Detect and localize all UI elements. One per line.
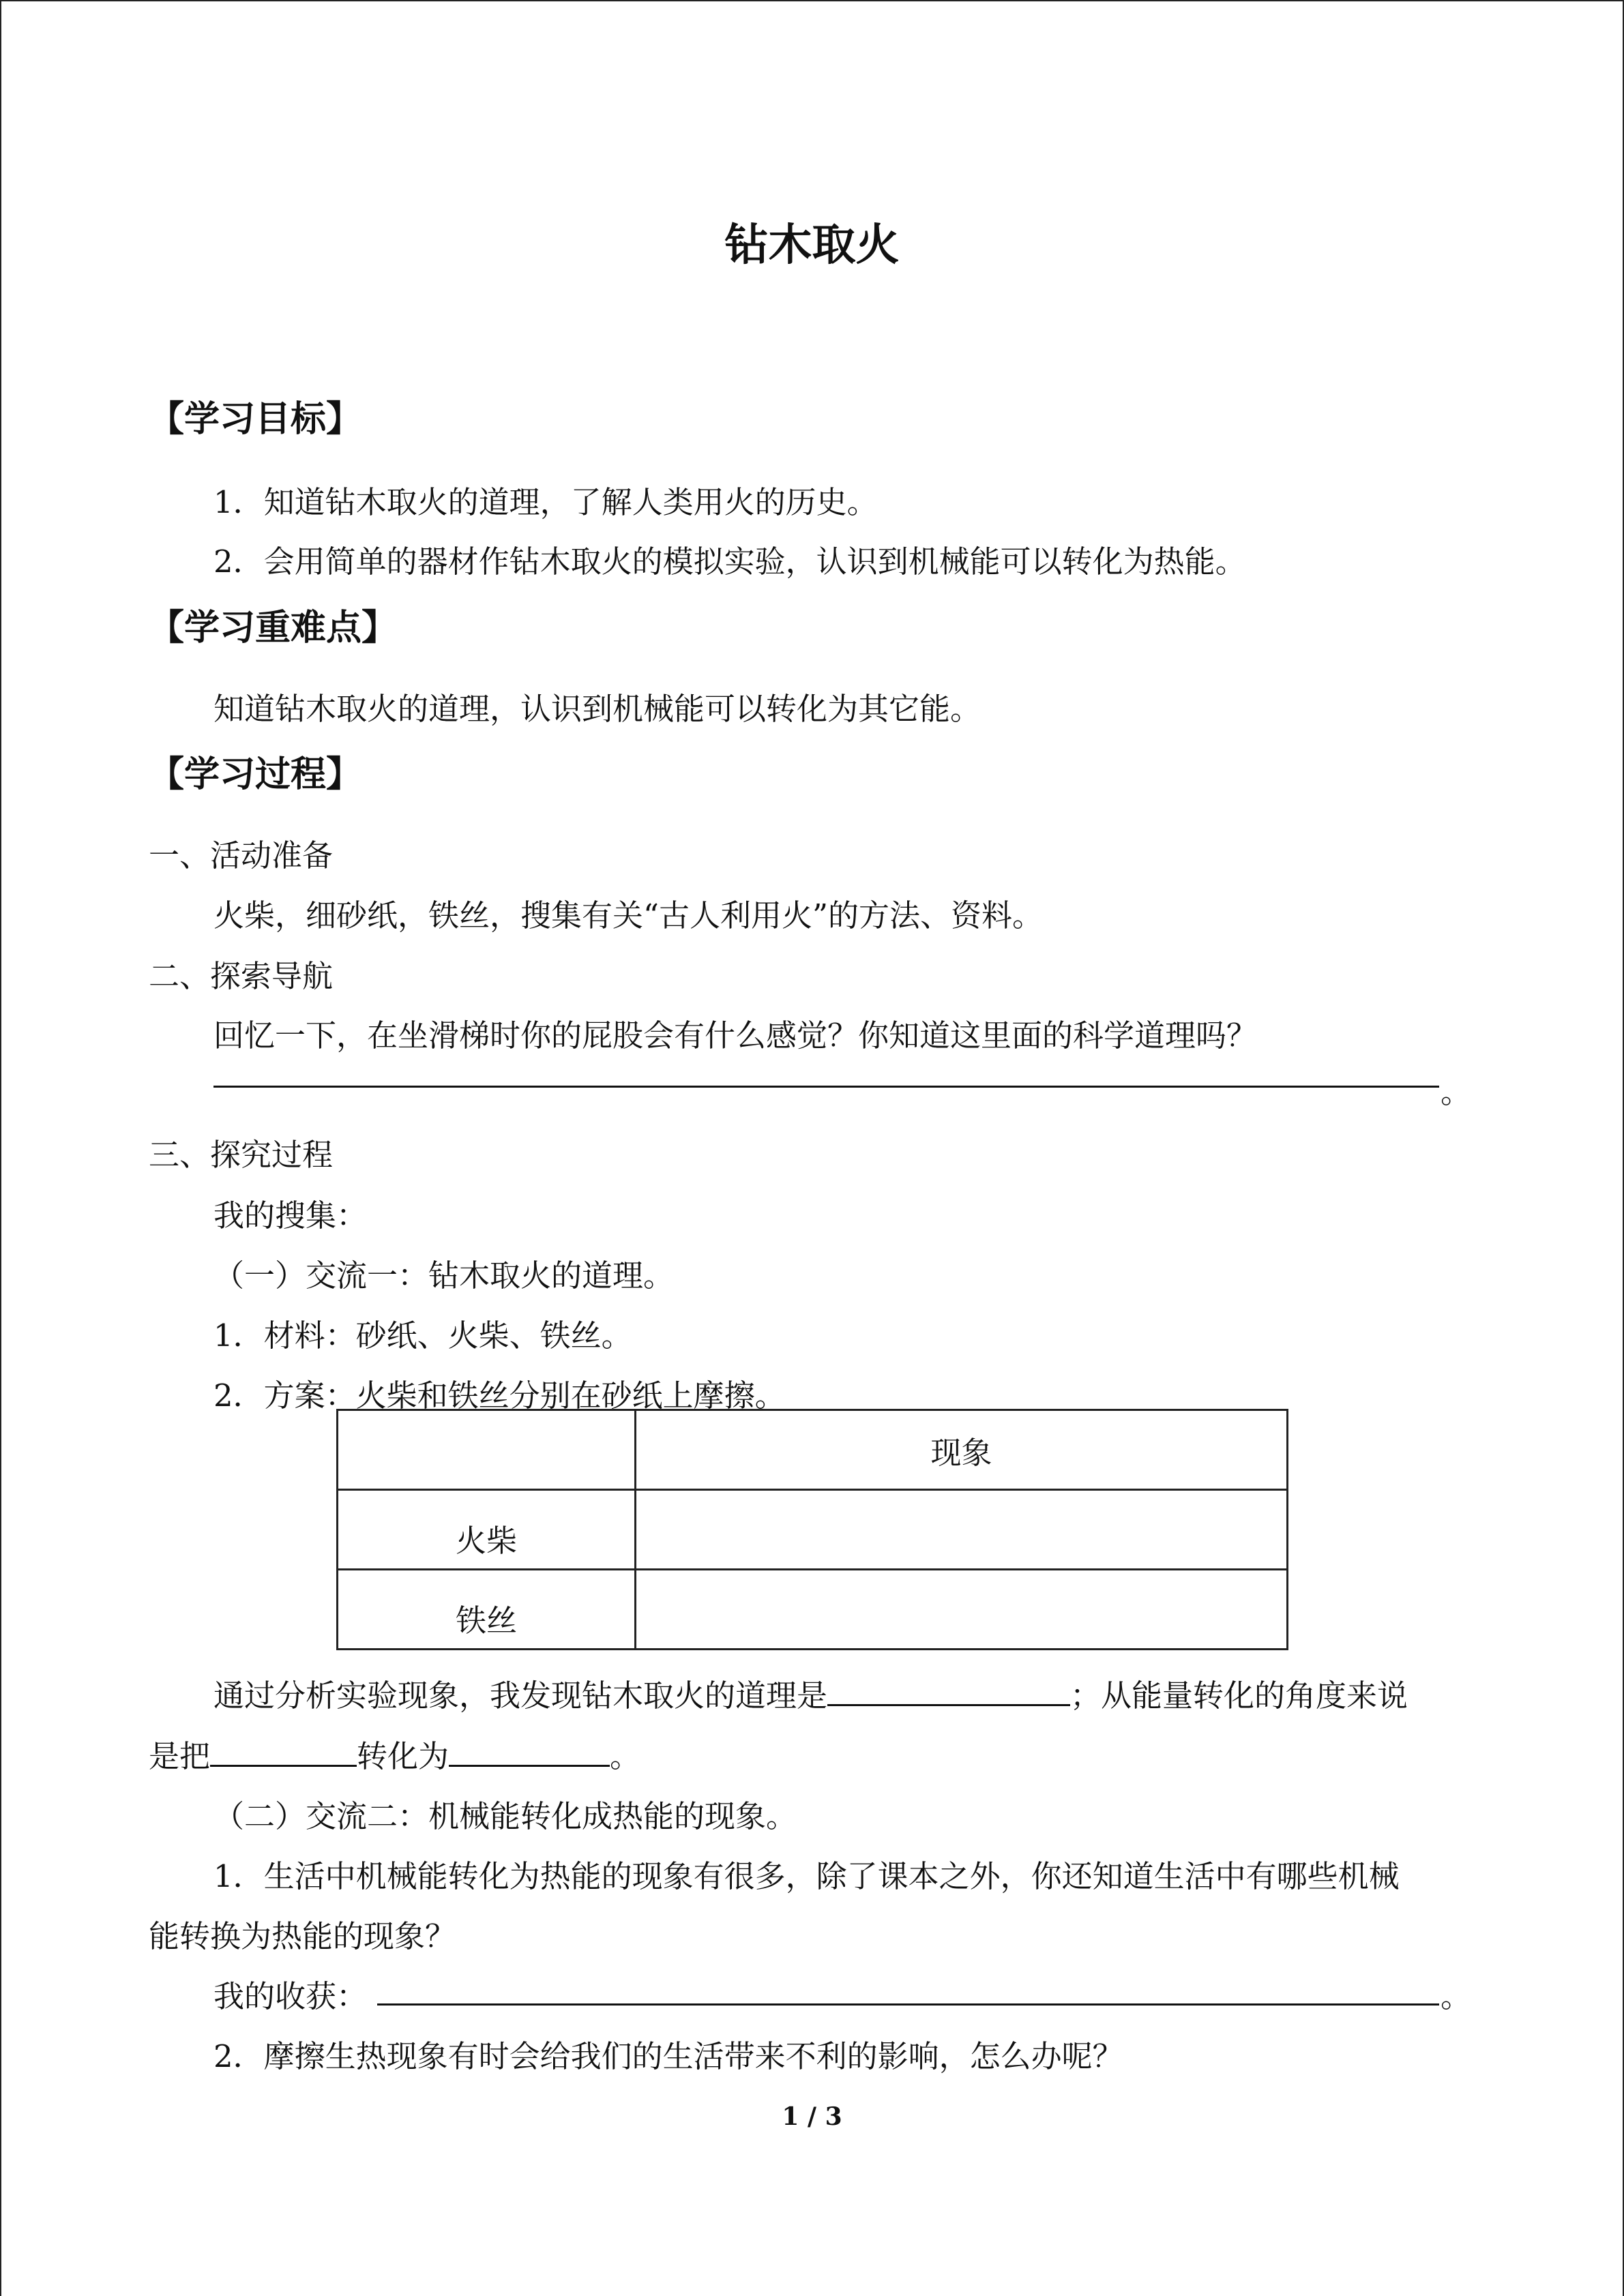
table-header-empty-cell — [338, 1410, 636, 1490]
exchange-two-question-1-line-2: 能转换为热能的现象？ — [149, 1918, 456, 1954]
analysis-text-part-1: 通过分析实验现象，我发现钻木取火的道理是 — [213, 1678, 828, 1714]
table-answer-cell[interactable] — [636, 1570, 1288, 1650]
page-number: 1 / 3 — [782, 2102, 842, 2131]
table-row-label: 铁丝 — [338, 1570, 636, 1650]
key-points-text: 知道钻木取火的道理，认识到机械能可以转化为其它能。 — [213, 691, 981, 727]
analysis-text-part-2: ；从能量转化的角度来说 — [1070, 1678, 1408, 1714]
answer-line-harvest[interactable] — [377, 2003, 1439, 2006]
answer-line-exploration[interactable] — [213, 1086, 1439, 1088]
phenomenon-table — [336, 1409, 1288, 1650]
page-title: 钻木取火 — [724, 220, 900, 271]
analysis-text-part-4: 转化为 — [357, 1738, 449, 1774]
part-heading-preparation: 一、活动准备 — [149, 837, 334, 874]
blank-energy-target[interactable] — [449, 1759, 610, 1767]
part-heading-exploration: 二、探索导航 — [149, 958, 334, 994]
section-heading-process: 【学习过程】 — [149, 754, 362, 795]
exploration-question: 回忆一下，在坐滑梯时你的屁股会有什么感觉？你知道这里面的科学道理吗？ — [213, 1017, 1258, 1054]
section-heading-key-points: 【学习重难点】 — [149, 608, 398, 648]
analysis-text-part-3: 是把 — [149, 1738, 211, 1774]
table-header-row — [338, 1410, 1288, 1490]
exchange-two-title: （二）交流二：机械能转化成热能的现象。 — [213, 1798, 797, 1834]
exchange-two-question-1-line-1: 1．生活中机械能转化为热能的现象有很多，除了课本之外，你还知道生活中有哪些机械 — [213, 1858, 1400, 1894]
collection-label: 我的搜集： — [213, 1197, 368, 1234]
table-row — [338, 1490, 1288, 1570]
analysis-text-part-5: 。 — [610, 1738, 641, 1774]
table-header-phenomenon: 现象 — [636, 1410, 1288, 1490]
harvest-label: 我的收获： — [213, 1978, 368, 2014]
analysis-line-2 — [149, 1731, 640, 1776]
table-row — [338, 1570, 1288, 1650]
objective-item-2: 2．会用简单的器材作钻木取火的模拟实验，认识到机械能可以转化为热能。 — [213, 543, 1246, 580]
blank-energy-source[interactable] — [210, 1759, 357, 1767]
preparation-text: 火柴，细砂纸，铁丝，搜集有关“古人利用火”的方法、资料。 — [213, 897, 1044, 934]
table-row-label: 火柴 — [338, 1490, 636, 1570]
blank-principle[interactable] — [827, 1699, 1070, 1706]
exchange-one-title: （一）交流一：钻木取火的道理。 — [213, 1257, 675, 1294]
exchange-one-plan: 2．方案：火柴和铁丝分别在砂纸上摩擦。 — [213, 1377, 786, 1414]
harvest-end-mark: 。 — [1441, 1978, 1472, 2014]
part-heading-inquiry: 三、探究过程 — [149, 1137, 334, 1173]
objective-item-1: 1．知道钻木取火的道理，了解人类用火的历史。 — [213, 484, 878, 520]
answer-end-mark: 。 — [1441, 1074, 1472, 1110]
analysis-line-1 — [213, 1671, 1408, 1715]
section-heading-objectives: 【学习目标】 — [149, 399, 362, 440]
exchange-two-question-2: 2．摩擦生热现象有时会给我们的生活带来不利的影响，怎么办呢？ — [213, 2038, 1123, 2074]
table-answer-cell[interactable] — [636, 1490, 1288, 1570]
exchange-one-materials: 1．材料：砂纸、火柴、铁丝。 — [213, 1317, 632, 1354]
